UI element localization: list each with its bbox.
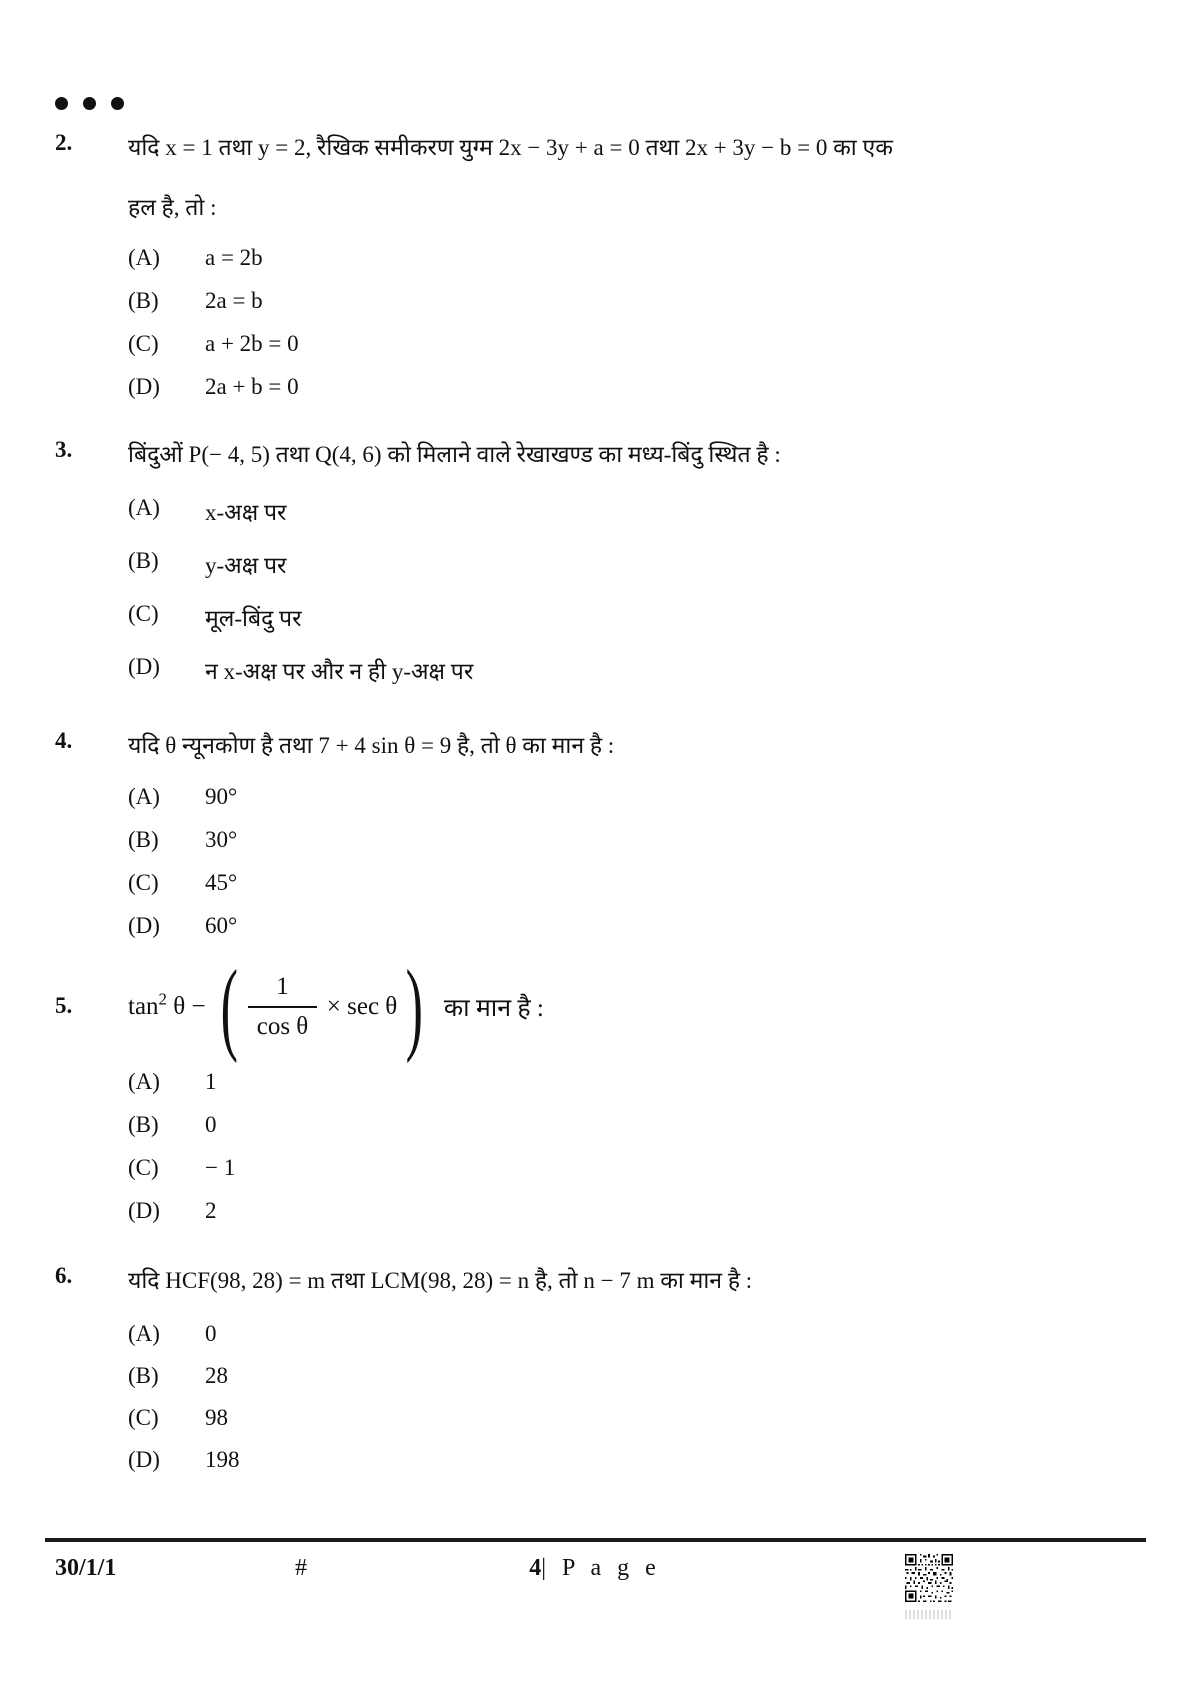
paper-code: 30/1/1	[55, 1555, 117, 1581]
question-3	[55, 437, 1150, 686]
option-label: (C)	[128, 1405, 159, 1430]
option-b	[128, 548, 1150, 580]
option-c	[128, 1155, 1150, 1181]
option-d	[128, 913, 1150, 939]
question-text: बिंदुओं P(− 4, 5) तथा Q(4, 6) को मिलाने वाले रेखाखण्ड का मध्य-बिंदु स्थित है :	[128, 442, 781, 467]
option-value: 28	[205, 1363, 228, 1388]
option-b	[128, 1363, 1150, 1389]
option-label: (B)	[128, 288, 159, 313]
option-d	[128, 1198, 1150, 1224]
option-label: (A)	[128, 1069, 160, 1094]
option-d	[128, 1447, 1150, 1473]
fraction	[248, 973, 317, 1041]
option-label: (C)	[128, 1155, 159, 1180]
option-a	[128, 784, 1150, 810]
option-label: (D)	[128, 913, 160, 938]
option-value: − 1	[205, 1155, 236, 1180]
options-list	[128, 495, 1150, 686]
question-6	[55, 1263, 1150, 1473]
qr-print-artifact	[905, 1610, 953, 1619]
option-value: x-अक्ष पर	[205, 500, 287, 525]
option-value: 198	[205, 1447, 240, 1472]
question-5	[55, 949, 1150, 1224]
question-number: 2.	[55, 130, 73, 155]
options-list	[128, 1321, 1150, 1473]
question-number: 5.	[55, 993, 73, 1018]
option-label: (C)	[128, 331, 159, 356]
question-text: हल है, तो :	[128, 195, 217, 220]
numerator: 1	[248, 973, 317, 1008]
option-label: (C)	[128, 870, 159, 895]
option-value: a = 2b	[205, 245, 263, 270]
option-c	[128, 870, 1150, 896]
option-value: 90°	[205, 784, 238, 809]
option-c	[128, 601, 1150, 633]
option-c	[128, 331, 1150, 357]
question-text: यदि HCF(98, 28) = m तथा LCM(98, 28) = n है, तो n − 7 m का मान है :	[128, 1268, 753, 1293]
option-label: (D)	[128, 374, 160, 399]
option-label: (B)	[128, 827, 159, 852]
question-number: 4.	[55, 728, 73, 753]
option-d	[128, 374, 1150, 400]
option-value: न x-अक्ष पर और न ही y-अक्ष पर	[205, 659, 474, 684]
option-value: 2a + b = 0	[205, 374, 299, 399]
option-label: (A)	[128, 784, 160, 809]
question-text: का मान है :	[443, 995, 544, 1022]
option-label: (B)	[128, 1363, 159, 1388]
option-value: 98	[205, 1405, 228, 1430]
option-label: (A)	[128, 1321, 160, 1346]
option-value: a + 2b = 0	[205, 331, 299, 356]
option-b	[128, 1112, 1150, 1138]
option-label: (D)	[128, 1447, 160, 1472]
option-value: 2	[205, 1198, 217, 1223]
qr-code-icon	[905, 1554, 953, 1619]
exponent: 2	[158, 989, 168, 1009]
option-label: (D)	[128, 654, 160, 679]
question-4	[55, 728, 1150, 939]
math-expression: $\tan^2 \theta$ − ( $\frac{1}{\text{cos θ}}$ × sec θ ) का मान है :	[128, 949, 544, 1064]
option-value: 45°	[205, 870, 238, 895]
option-a	[128, 1321, 1150, 1347]
option-b	[128, 827, 1150, 853]
option-a	[128, 1069, 1150, 1095]
option-value: 2a = b	[205, 288, 263, 313]
options-list	[128, 1069, 1150, 1224]
option-value: 60°	[205, 913, 238, 938]
option-c	[128, 1405, 1150, 1431]
option-a	[128, 245, 1150, 271]
theta-minus: θ −	[167, 993, 206, 1020]
option-value: 1	[205, 1069, 217, 1094]
page-number: 4| P a g e	[529, 1555, 661, 1581]
trig-func: tan	[128, 993, 159, 1020]
option-label: (A)	[128, 495, 160, 520]
question-text: यदि θ न्यूनकोण है तथा 7 + 4 sin θ = 9 है, तो θ का मान है :	[128, 733, 615, 758]
option-label: (B)	[128, 548, 159, 573]
option-value: y-अक्ष पर	[205, 553, 287, 578]
option-value: 0	[205, 1321, 217, 1346]
options-list	[128, 245, 1150, 400]
set-mark: #	[295, 1555, 307, 1581]
option-d	[128, 654, 1150, 686]
times-sec-theta: × sec θ	[326, 993, 398, 1020]
option-b	[128, 288, 1150, 314]
option-label: (C)	[128, 601, 159, 626]
question-2	[55, 130, 1150, 400]
option-label: (D)	[128, 1198, 160, 1223]
page-footer	[45, 1538, 1146, 1612]
denominator: cos θ	[256, 1013, 309, 1040]
options-list	[128, 784, 1150, 939]
option-label: (A)	[128, 245, 160, 270]
continuation-dots-icon	[55, 96, 1150, 110]
option-label: (B)	[128, 1112, 159, 1137]
option-value: 0	[205, 1112, 217, 1137]
question-number: 6.	[55, 1263, 73, 1288]
question-text: यदि x = 1 तथा y = 2, रैखिक समीकरण युग्म 2x − 3y + a = 0 तथा 2x + 3y − b = 0 का एक	[128, 135, 893, 160]
option-a	[128, 495, 1150, 527]
question-number: 3.	[55, 437, 73, 462]
option-value: मूल-बिंदु पर	[205, 606, 302, 631]
option-value: 30°	[205, 827, 238, 852]
